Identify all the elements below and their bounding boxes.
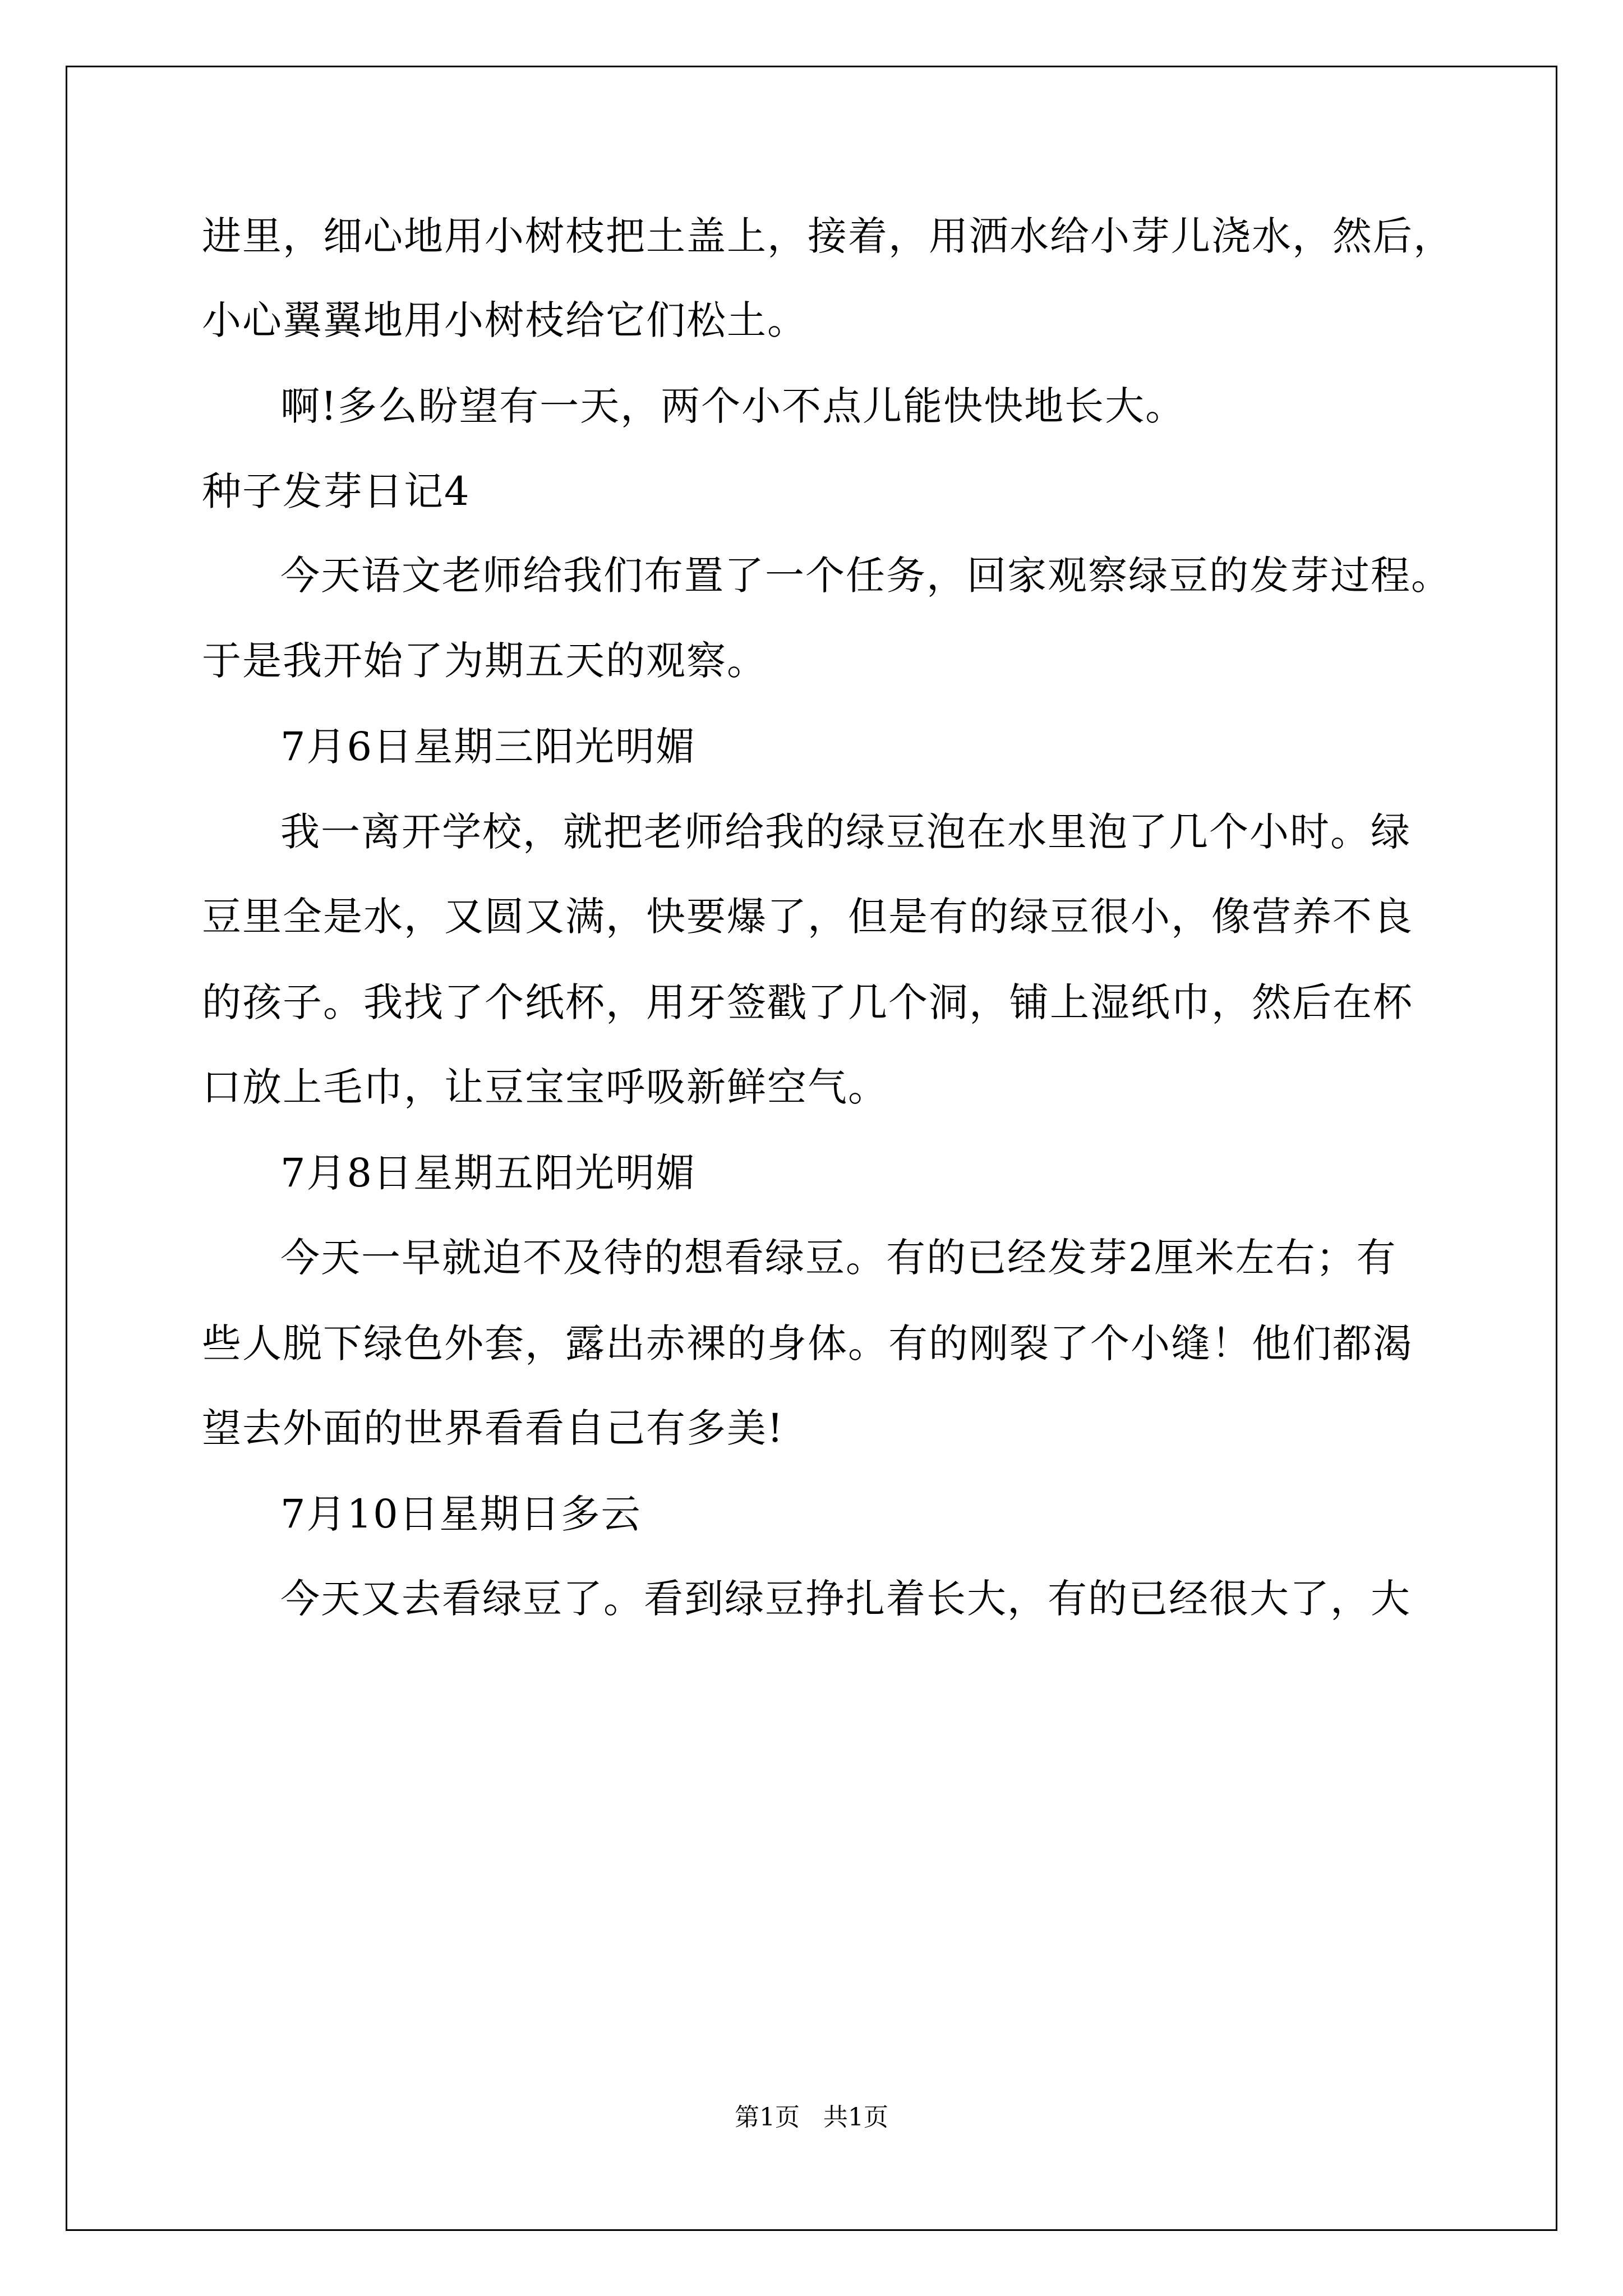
text-line: 我一离开学校，就把老师给我的绿豆泡在水里泡了几个小时。绿: [280, 809, 1411, 855]
text-line: 豆里全是水，又圆又满，快要爆了，但是有的绿豆很小，像营养不良: [202, 894, 1413, 940]
date-entry-heading: 7月10日星期日多云: [280, 1491, 642, 1537]
text-line: 进里，细心地用小树枝把土盖上，接着，用洒水给小芽儿浇水，然后，: [202, 213, 1454, 259]
text-line: 的孩子。我找了个纸杯，用牙签戳了几个洞，铺上湿纸巾，然后在杯: [202, 979, 1413, 1025]
text-line: 今天又去看绿豆了。看到绿豆挣扎着长大，有的已经很大了，大: [280, 1576, 1411, 1622]
text-line: 望去外面的世界看看自己有多美!: [202, 1405, 785, 1451]
text-line: 口放上毛巾，让豆宝宝呼吸新鲜空气。: [202, 1064, 888, 1110]
page-footer: 第1页 共1页: [735, 2103, 888, 2132]
date-entry-heading: 7月6日星期三阳光明媚: [280, 724, 697, 770]
text-line: 啊!多么盼望有一天，两个小不点儿能快快地长大。: [280, 383, 1186, 429]
text-line: 今天语文老师给我们布置了一个任务，回家观察绿豆的发芽过程。: [280, 553, 1451, 599]
date-entry-heading: 7月8日星期五阳光明媚: [280, 1150, 697, 1196]
section-heading: 种子发芽日记4: [202, 468, 471, 514]
text-line: 于是我开始了为期五天的观察。: [202, 638, 767, 684]
text-line: 些人脱下绿色外套，露出赤裸的身体。有的刚裂了个小缝！他们都渴: [202, 1320, 1413, 1366]
text-line: 小心翼翼地用小树枝给它们松土。: [202, 297, 808, 343]
text-line: 今天一早就迫不及待的想看绿豆。有的已经发芽2厘米左右；有: [280, 1235, 1397, 1281]
